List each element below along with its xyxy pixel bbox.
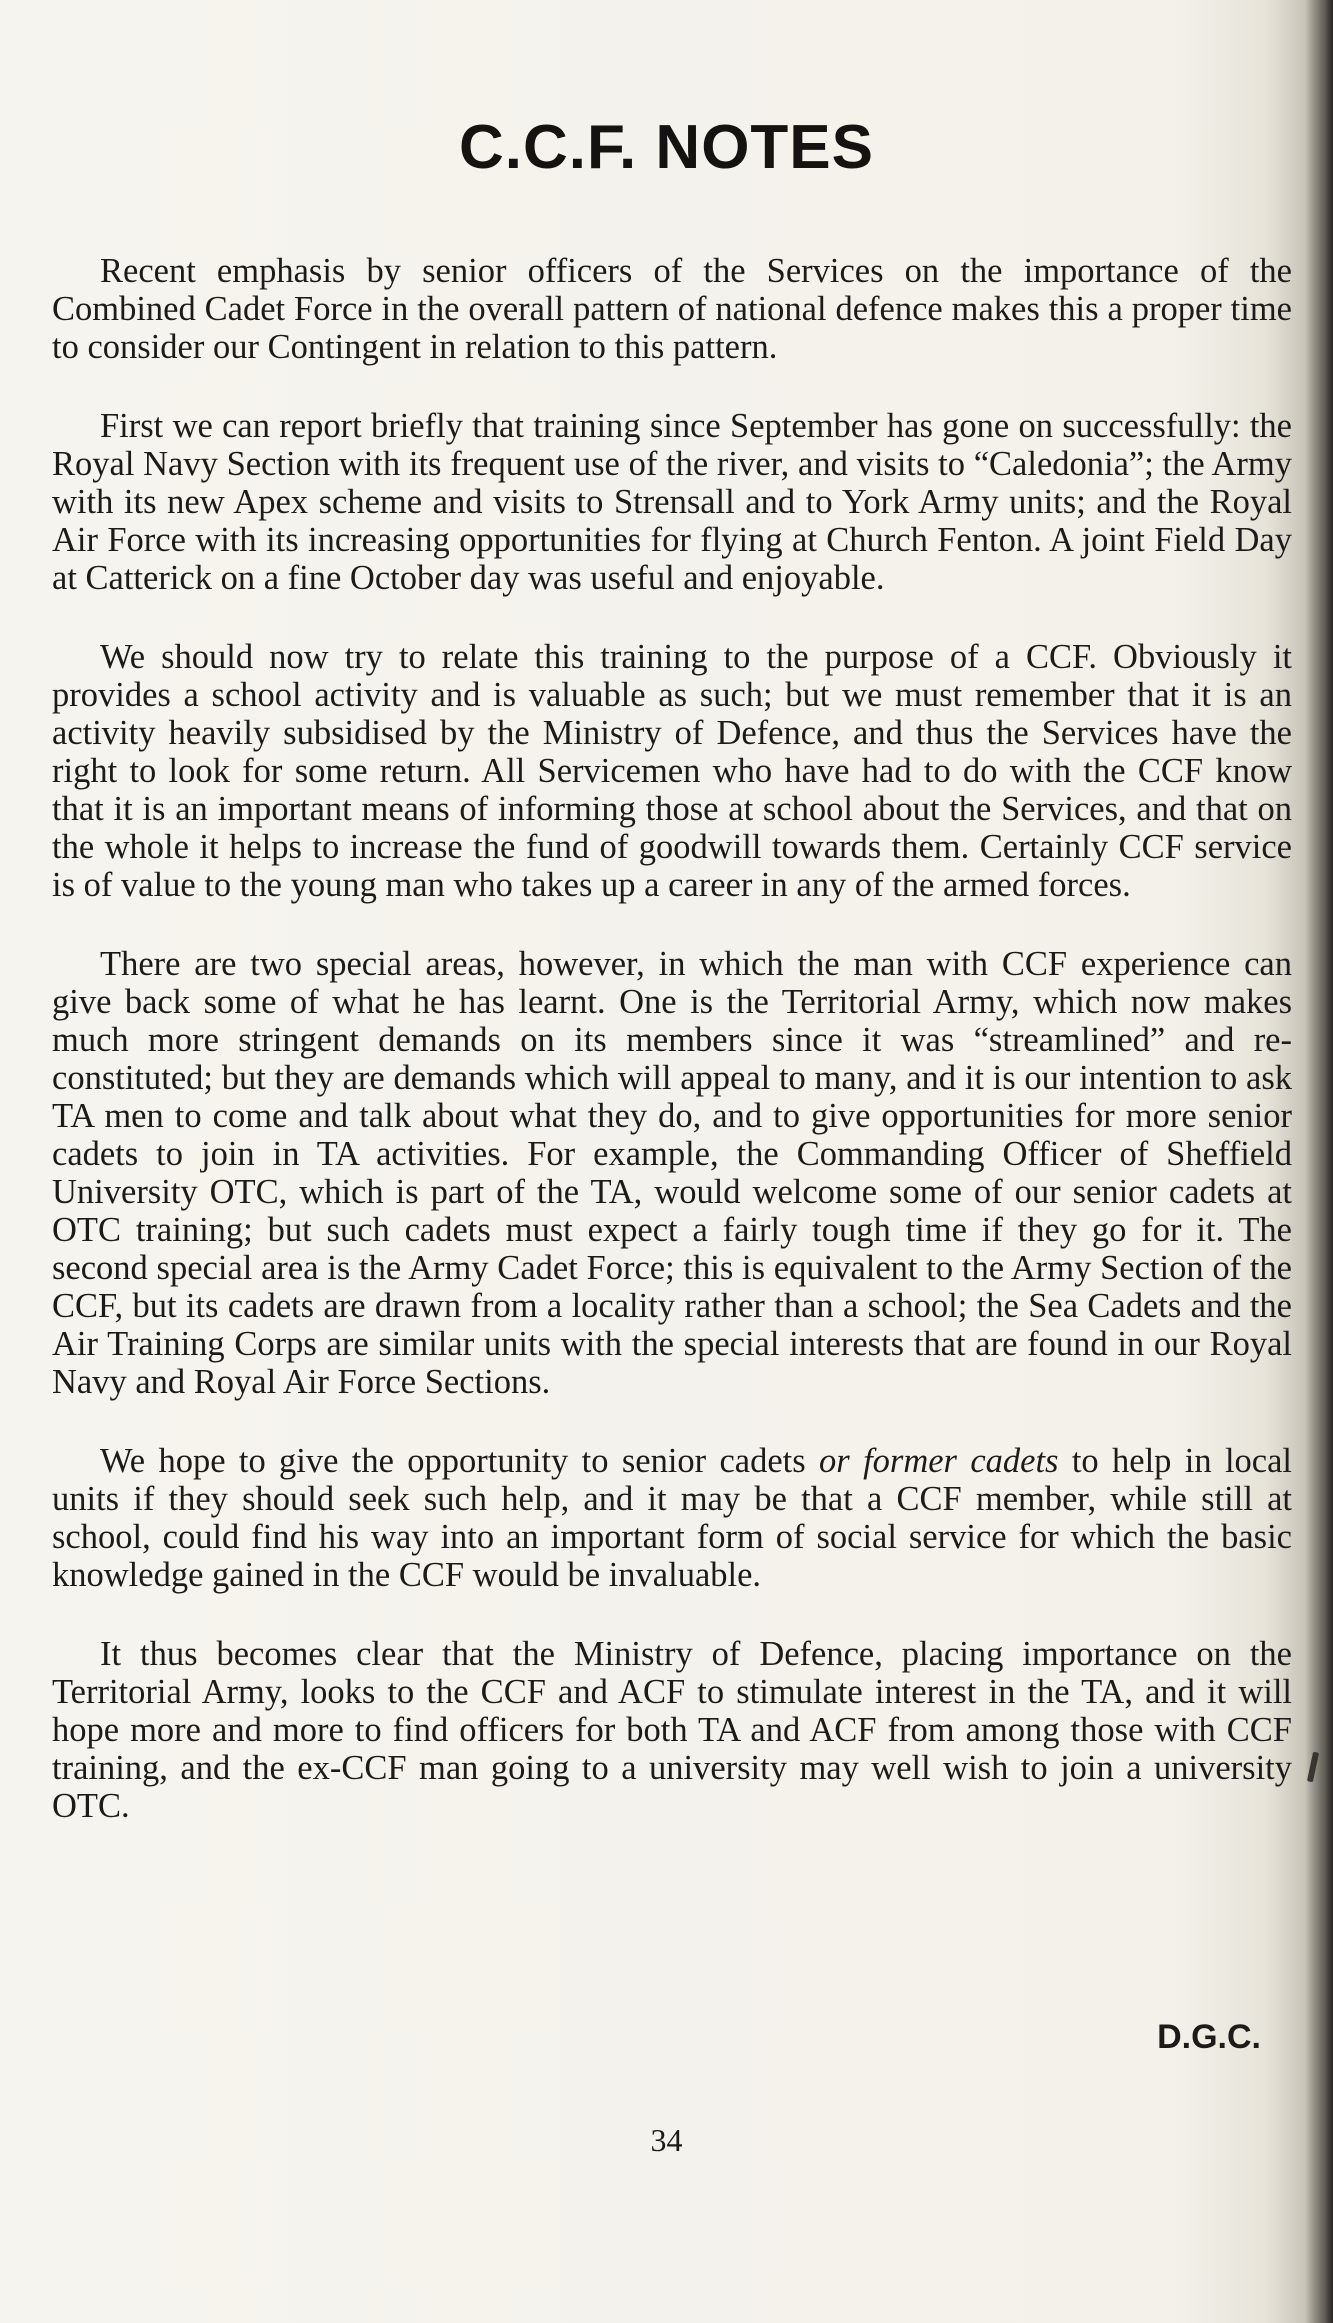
- paragraph-2: First we can report briefly that training since September has gone on successfully: the Royal Navy Section with its frequent use of the river, and visits to “Caledonia”; the Army with its new Apex scheme and visits to Strensall and to York Army units; and the Royal Air Force with its increasing opportunities for flying at Church Fenton. A joint Field Day at Catterick on a fine October day was useful and enjoyable.: [52, 407, 1292, 597]
- spine-shadow: [1305, 0, 1333, 2323]
- author-signature: D.G.C.: [1157, 2018, 1261, 2056]
- paragraph-6: It thus becomes clear that the Ministry of Defence, placing importance on the Territorial Army, looks to the CCF and ACF to stimulate interest in the TA, and it will hope more and more to find officers for both TA and ACF from among those with CCF training, and the ex-CCF man going to a university may well wish to join a university OTC.: [52, 1635, 1292, 1825]
- article-body: [52, 252, 1292, 1866]
- paragraph-4: There are two special areas, however, in which the man with CCF experience can give back some of what he has learnt. One is the Territorial Army, which now makes much more stringent demands on its members since it was “streamlined” and re-constituted; but they are demands which will appeal to many, and it is our intention to ask TA men to come and talk about what they do, and to give opportunities for more senior cadets to join in TA activities. For example, the Commanding Officer of Sheffield University OTC, which is part of the TA, would welcome some of our senior cadets at OTC training; but such cadets must expect a fairly tough time if they go for it. The second special area is the Army Cadet Force; this is equivalent to the Army Section of the CCF, but its cadets are drawn from a locality rather than a school; the Sea Cadets and the Air Training Corps are similar units with the special interests that are found in our Royal Navy and Royal Air Force Sections.: [52, 945, 1292, 1401]
- paragraph-5-emphasis: or former cadets: [819, 1442, 1059, 1480]
- paragraph-5-lead: We hope to give the opportunity to senior cadets: [100, 1442, 820, 1480]
- paragraph-5: [52, 1442, 1292, 1594]
- paragraph-3: We should now try to relate this training to the purpose of a CCF. Obviously it provides a school activity and is valuable as such; but we must remember that it is an activity heavily subsidised by the Ministry of Defence, and thus the Services have the right to look for some return. All Servicemen who have had to do with the CCF know that it is an important means of informing those at school about the Services, and that on the whole it helps to increase the fund of goodwill towards them. Certainly CCF service is of value to the young man who takes up a career in any of the armed forces.: [52, 638, 1292, 904]
- page-title: C.C.F. NOTES: [458, 113, 875, 182]
- paragraph-5-rest: to help in local units if they should seek such help, and it may be that a CCF member, while still at school, could find his way into an important form of social service for which the basic knowledge gained in the CCF would be invaluable.: [52, 1442, 1292, 1594]
- paragraph-1: Recent emphasis by senior officers of the Services on the importance of the Combined Cadet Force in the overall pattern of national defence makes this a proper time to consider our Contingent in relation to this pattern.: [52, 252, 1292, 366]
- page-number: 34: [650, 2122, 683, 2158]
